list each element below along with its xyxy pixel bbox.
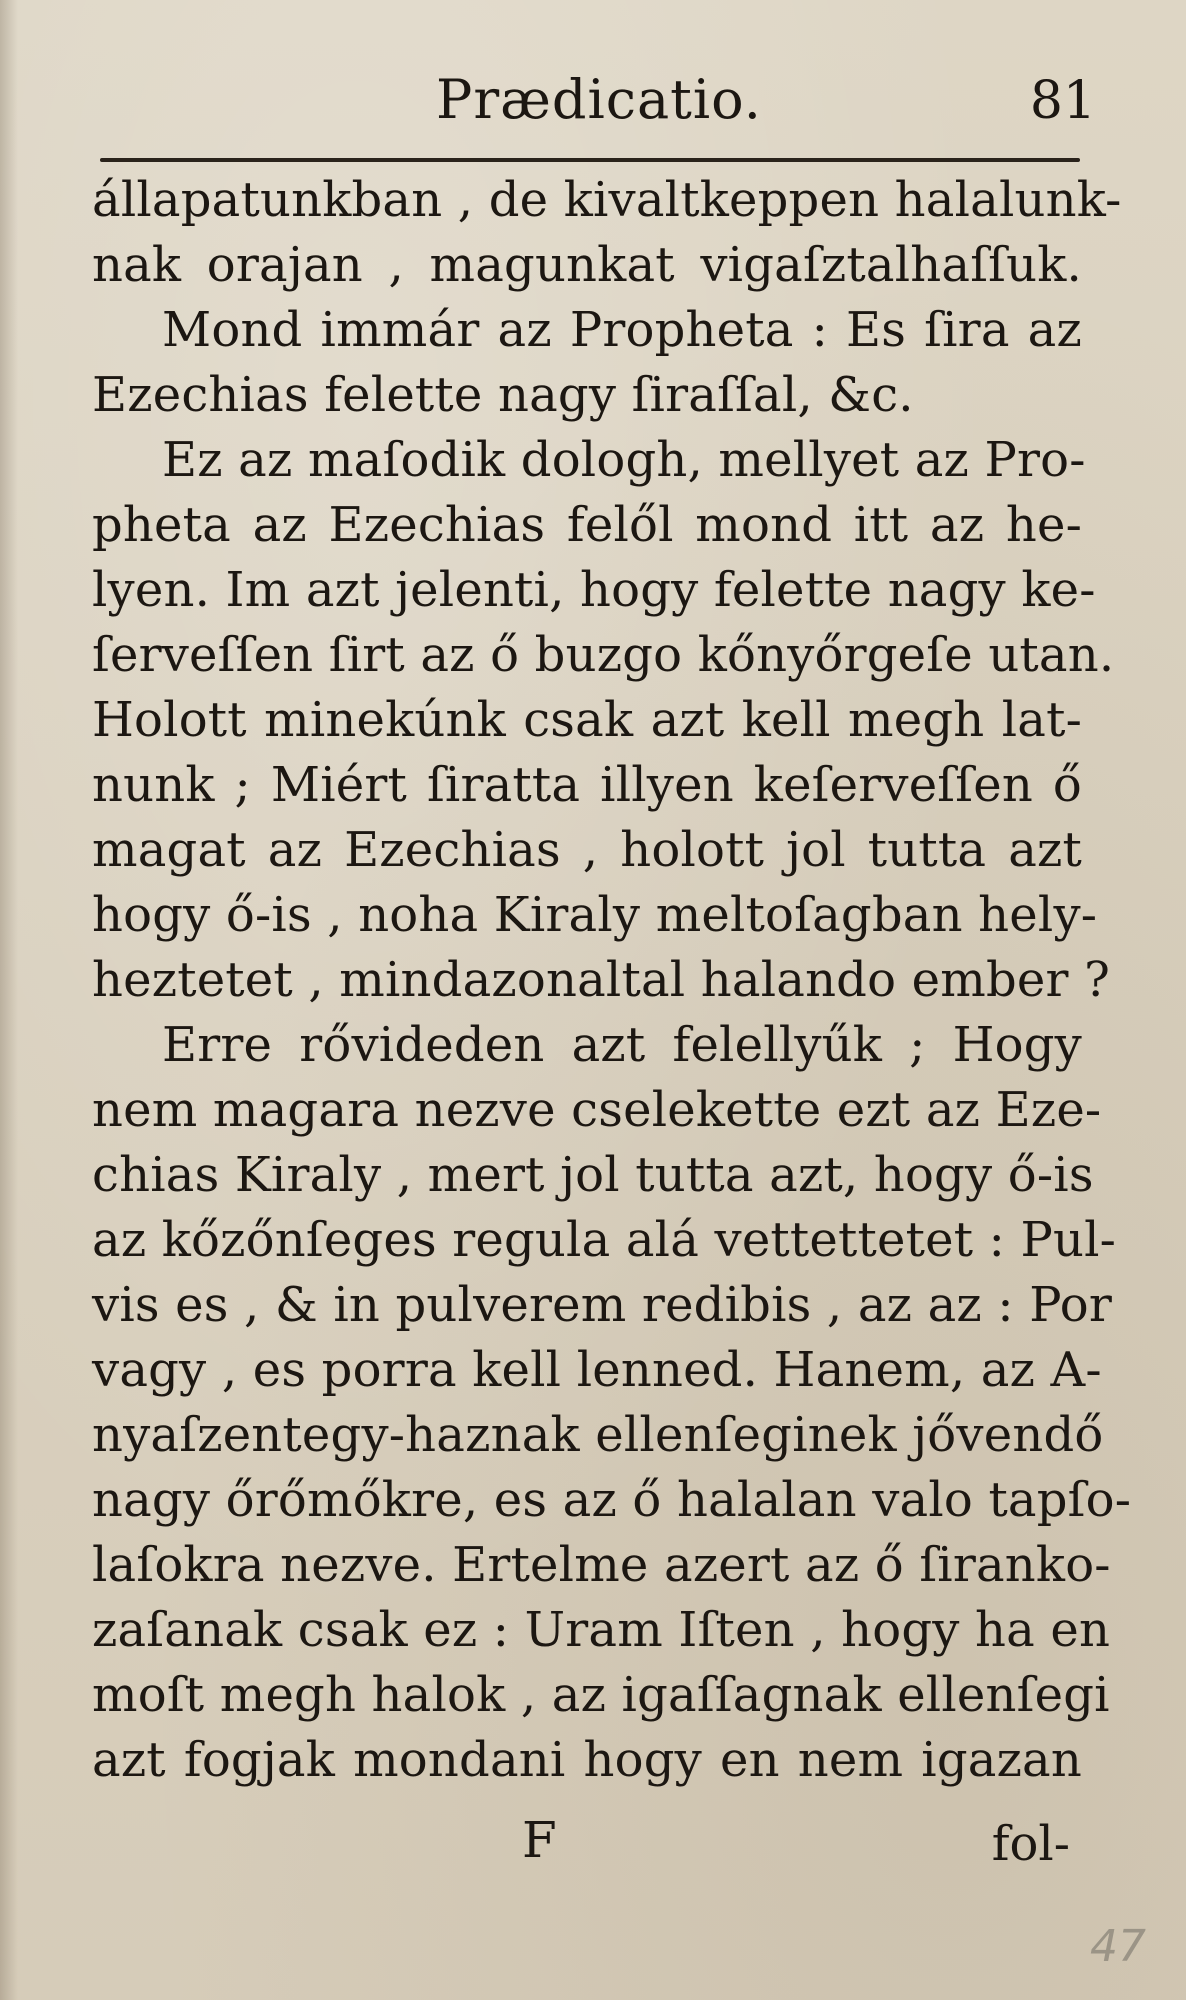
text-line: nem magara nezve cselekette ezt az Eze- [92, 1082, 1102, 1138]
text-line: Ez az maſodik dologh, mellyet az Pro- [162, 432, 1086, 488]
text-line: pheta az Ezechias felől mond itt az he- [92, 497, 1082, 553]
text-line: Ezechias felette nagy ſiraſſal, &c. [92, 367, 914, 423]
text-line: Erre rővideden azt felellyűk ; Hogy [162, 1017, 1082, 1073]
page-number: 81 [1029, 71, 1096, 131]
text-line: lyen. Im azt jelenti, hogy felette nagy ke- [92, 562, 1096, 618]
text-line: nagy őrőmőkre, es az ő halalan valo tapſo- [92, 1472, 1132, 1528]
text-line: nunk ; Miért ſiratta illyen keſerveſſen ő [92, 757, 1082, 813]
text-line: hogy ő-is , noha Kiraly meltoſagban hely- [92, 887, 1098, 943]
text-line: Holott minekúnk csak azt kell megh lat- [92, 692, 1082, 748]
body-text [92, 168, 1132, 1793]
page-footer [100, 1810, 1090, 1890]
text-line: azt fogjak mondani hogy en nem igazan [92, 1732, 1082, 1788]
text-line: laſokra nezve. Ertelme azert az ő ſiranko- [92, 1537, 1111, 1593]
pencil-folio-note: 47 [1090, 1921, 1146, 1972]
text-line: az kőzőnſeges regula alá vettettetet : Pul- [92, 1212, 1117, 1268]
text-line: nak orajan , magunkat vigaſztalhaſſuk. [92, 237, 1082, 293]
catchword: fol- [991, 1816, 1070, 1872]
signature-mark: F [522, 1811, 557, 1869]
text-line: moſt megh halok , az igaſſagnak ellenſegi [92, 1667, 1110, 1723]
text-line: chias Kiraly , mert jol tutta azt, hogy ő-is [92, 1147, 1094, 1203]
header-rule [100, 158, 1080, 162]
text-line: állapatunkban , de kivaltkeppen halalunk- [92, 172, 1122, 228]
page-header [100, 62, 1100, 142]
text-line: vagy , es porra kell lenned. Hanem, az A- [92, 1342, 1102, 1398]
text-line: vis es , & in pulverem redibis , az az : Por [92, 1277, 1112, 1333]
text-line: heztetet , mindazonaltal halando ember ? [92, 952, 1111, 1008]
text-line: Mond immár az Propheta : Es ſira az [162, 302, 1082, 358]
running-title: Prædicatio. [436, 68, 762, 131]
text-line: magat az Ezechias , holott jol tutta azt [92, 822, 1082, 878]
text-line: ſerveſſen ſirt az ő buzgo kőnyőrgeſe utan. [92, 627, 1115, 683]
text-line: nyaſzentegy-haznak ellenſeginek jővendő [92, 1407, 1104, 1463]
text-line: zaſanak csak ez : Uram Iſten , hogy ha en [92, 1602, 1111, 1658]
